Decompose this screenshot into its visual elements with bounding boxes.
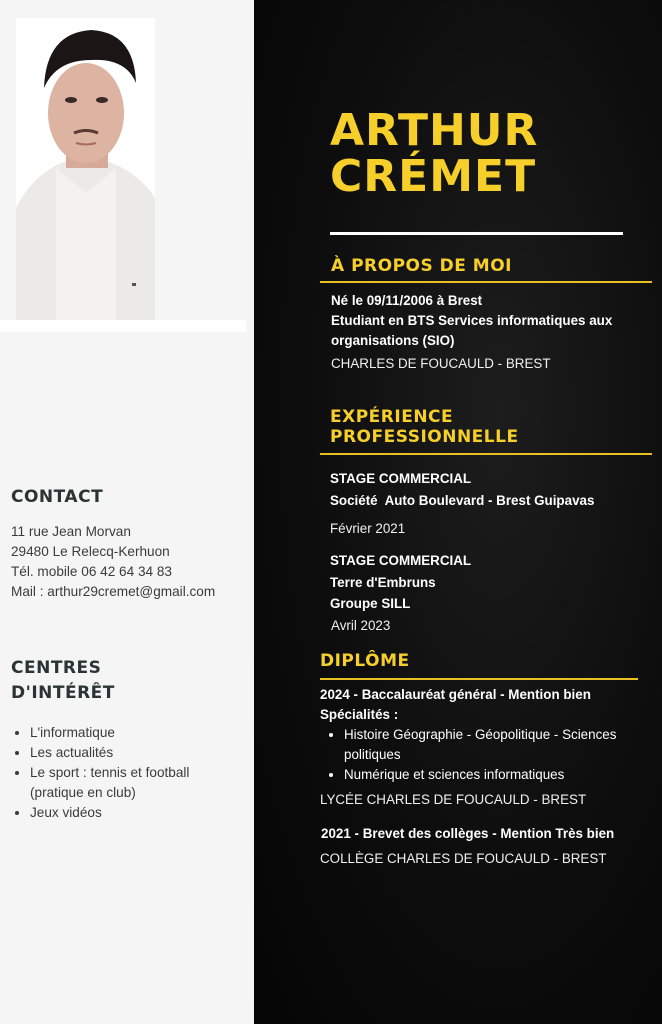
diploma1-heading: 2024 - Baccalauréat général - Mention bien xyxy=(320,687,591,702)
job2-date: Avril 2023 xyxy=(331,618,391,633)
photo-frame-strip xyxy=(0,320,246,332)
job2-company-line2: Groupe SILL xyxy=(330,596,411,611)
interests-heading-line1: CENTRES xyxy=(11,658,102,678)
about-heading: À PROPOS DE MOI xyxy=(331,256,512,276)
interests-heading-line2: D'INTÉRÊT xyxy=(11,683,115,703)
name-divider xyxy=(330,232,623,235)
diploma2-heading: 2021 - Brevet des collèges - Mention Très bien xyxy=(321,826,615,841)
contact-email: Mail : arthur29cremet@gmail.com xyxy=(11,584,216,599)
job1-role: STAGE COMMERCIAL xyxy=(330,471,472,486)
about-study: Etudiant en BTS Services informatiques aux organisations (SIO) xyxy=(331,313,613,348)
list-item: • Les actualités xyxy=(30,743,210,763)
job1-company: Société Auto Boulevard - Brest Guipavas xyxy=(330,493,595,508)
job2-role: STAGE COMMERCIAL xyxy=(330,553,472,568)
experience-heading-line2: PROFESSIONNELLE xyxy=(330,427,519,447)
last-name: CRÉMET xyxy=(330,151,537,202)
experience-heading-line1: EXPÉRIENCE xyxy=(330,407,454,427)
profile-photo xyxy=(16,18,155,320)
list-item: • Numérique et sciences informatiques xyxy=(344,765,662,785)
about-birth: Né le 09/11/2006 à Brest xyxy=(331,293,483,308)
about-school: CHARLES DE FOUCAULD - BREST xyxy=(331,356,551,371)
about-divider xyxy=(320,281,652,283)
diploma1-specialties-label: Spécialités : xyxy=(320,707,399,722)
contact-details xyxy=(11,522,215,602)
interests-list xyxy=(12,723,210,823)
list-item: • Le sport : tennis et football (pratique en club) xyxy=(30,763,210,803)
diploma1-specialties xyxy=(320,725,662,785)
diploma-divider xyxy=(320,678,638,680)
contact-address: 11 rue Jean Morvan xyxy=(11,524,131,539)
diploma-heading: DIPLÔME xyxy=(320,651,410,671)
diploma1-school: LYCÉE CHARLES DE FOUCAULD - BREST xyxy=(320,792,587,807)
experience-heading xyxy=(330,407,519,447)
list-item: • L'informatique xyxy=(30,723,210,743)
job2-company-line1: Terre d'Embruns xyxy=(330,575,436,590)
job1-date: Février 2021 xyxy=(330,521,406,536)
list-item: • Histoire Géographie - Géopolitique - Sciences politiques xyxy=(344,725,662,765)
interests-heading xyxy=(11,656,115,706)
contact-phone: Tél. mobile 06 42 64 34 83 xyxy=(11,564,172,579)
full-name xyxy=(330,105,539,202)
first-name: ARTHUR xyxy=(330,105,539,156)
diploma2-school: COLLÈGE CHARLES DE FOUCAULD - BREST xyxy=(320,851,607,866)
experience-divider xyxy=(320,453,652,455)
contact-city: 29480 Le Relecq-Kerhuon xyxy=(11,544,170,559)
contact-heading: CONTACT xyxy=(11,487,104,507)
list-item: • Jeux vidéos xyxy=(30,803,210,823)
